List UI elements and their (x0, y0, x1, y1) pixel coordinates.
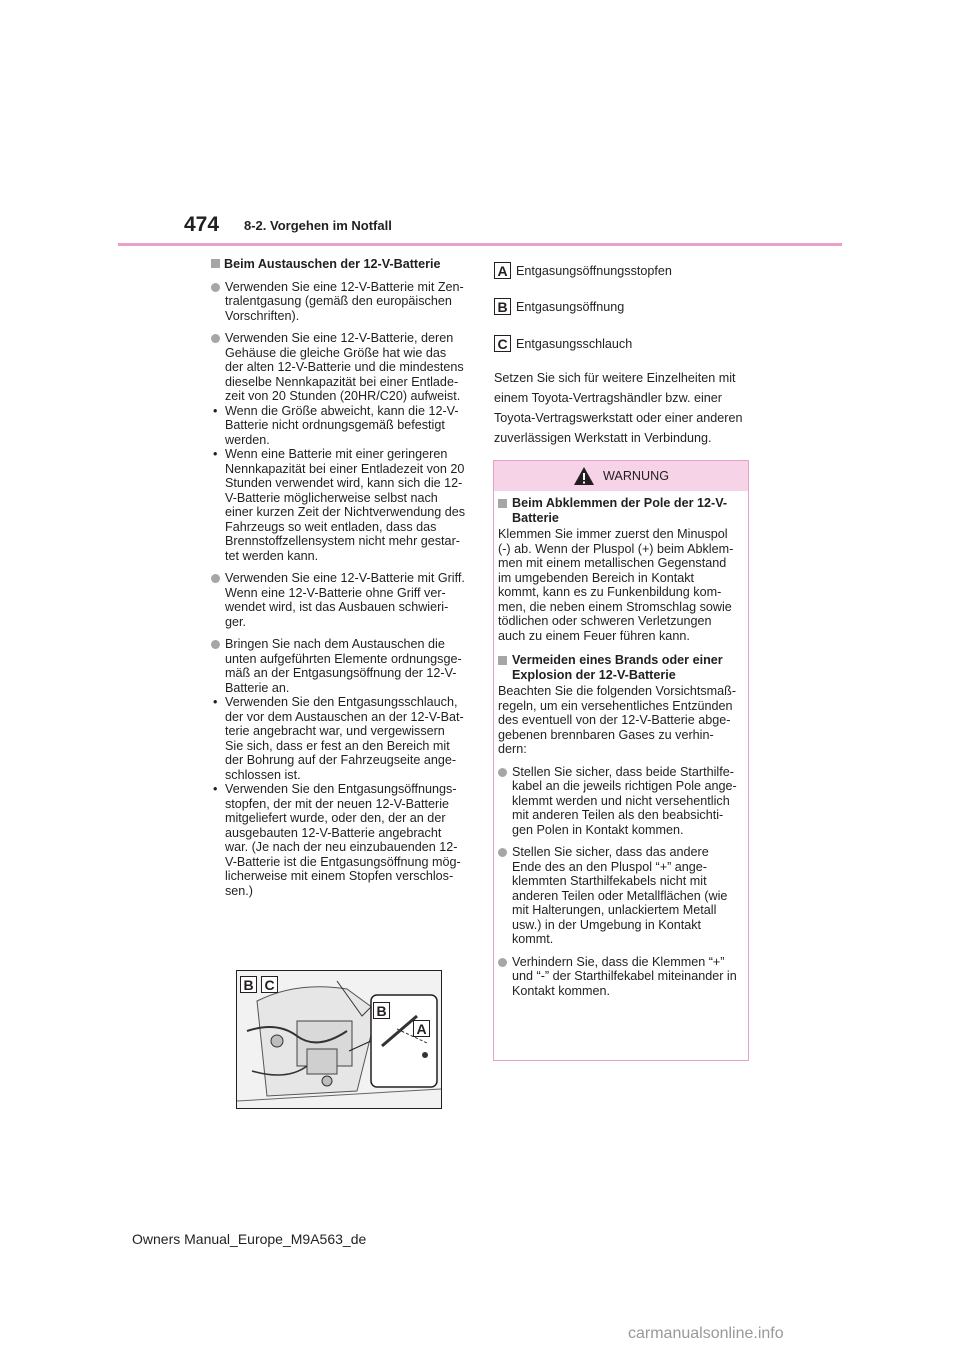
sub-item: • Verwenden Sie den Entgasungsöffnungs- stopfen, der mit der neuen 12-V-Batterie mitgeliefert wurde, oder den, der an der ausgebauten 12-V-Batterie angebracht war. (Je nach der neu einzubauenden 12- V-Batterie ist die Entgasungsöffnung mög- licherweise mit einem Stopfen verschlos- sen.) (211, 782, 473, 898)
sub-item: • Wenn eine Batterie mit einer geringeren Nennkapazität bei einer Entladezeit von 20 Stunden verwendet wird, kann sich die 12- V-Batterie möglicherweise selbst nach einer kurzen Zeit der Nichtverwendung des Fahrzeugs so weit entladen, dass das Brennstoffzellensystem nicht mehr gestar- tet werden kann. (211, 447, 473, 563)
text-line: kabel an die jeweils richtigen Pole ange- (512, 779, 737, 793)
dot-bullet-icon (211, 640, 220, 649)
text-line: Verhindern Sie, dass die Klemmen “+” (512, 954, 725, 969)
left-heading: Beim Austauschen der 12-V-Batterie (211, 257, 473, 272)
text-line: ger. (225, 614, 247, 629)
text-line: (-) ab. Wenn der Pluspol (+) beim Abklem- (498, 541, 734, 556)
bullet-item (211, 637, 473, 898)
text-line: Kontakt kommen. (512, 983, 610, 998)
text-line: Wenn eine 12-V-Batterie ohne Griff ver- (225, 585, 446, 600)
text-line: men mit einem metallischen Gegenstand (498, 556, 727, 570)
text-line: Ende des an den Pluspol “+” ange- (512, 859, 707, 874)
text-line: dieselbe Nennkapazität bei einer Entlade- (225, 374, 459, 389)
text-line: im umgebenden Bereich in Kontakt (498, 570, 695, 585)
square-bullet-icon (498, 656, 507, 665)
dot-bullet-icon (498, 768, 507, 777)
text-line: stopfen, der mit der neuen 12-V-Batterie (225, 796, 450, 811)
text-line: Wenn eine Batterie mit einer geringeren (225, 447, 448, 461)
text-line: zeit von 20 Stunden (20HR/C20) aufweist. (225, 389, 461, 403)
text-line: des eventuell von der 12-V-Batterie abge- (498, 713, 731, 727)
text-line: einer kurzen Zeit der Nichtverwendung des (225, 505, 466, 519)
bullet-item (211, 280, 473, 324)
text-line: regeln, um ein versehentliches Entzünden (498, 698, 733, 713)
text-line: men, die neben einem Stromschlag sowie (498, 599, 732, 614)
legend-item-b: B Entgasungsöffnung (494, 298, 624, 315)
square-bullet-icon (498, 499, 507, 508)
text-line: Verwenden Sie eine 12-V-Batterie, deren (225, 331, 454, 345)
text-line: anderen Teilen oder Metallflächen (wie (512, 888, 728, 903)
text-line: klemmten Starthilfekabels nicht mit (512, 874, 707, 888)
section-title: 8-2. Vorgehen im Notfall (244, 218, 392, 233)
bullet-item (211, 331, 473, 563)
dot-bullet-icon (498, 848, 507, 857)
text-line: werden. (225, 432, 270, 447)
text-line: Beachten Sie die folgenden Vorsichtsmaß- (498, 684, 737, 698)
text-line: Stunden verwendet wird, kann sich die 12- (225, 476, 463, 490)
dot-bullet-icon (211, 574, 220, 583)
text-line: mitgeliefert wurde, oder den, der an der (225, 811, 446, 825)
warning-paragraph (498, 527, 744, 643)
legend-item-c: C Entgasungsschlauch (494, 335, 632, 352)
label-c: C (261, 976, 278, 993)
dot-bullet-icon (211, 283, 220, 292)
text-line: dern: (498, 742, 527, 756)
text-line: Verwenden Sie eine 12-V-Batterie mit Griff. (225, 571, 465, 585)
dot-bullet-icon (211, 334, 220, 343)
legend-item-a: A Entgasungsöffnungsstopfen (494, 262, 672, 279)
warning-title: WARNUNG (603, 469, 669, 483)
warning-paragraph (498, 684, 744, 757)
text-line: Batterie (512, 510, 559, 525)
text-line: mit Halterungen, unlackiertem Metall (512, 903, 717, 917)
text-line: Klemmen Sie immer zuerst den Minuspol (498, 527, 728, 541)
text-line: auch zu einem Feuer führen kann. (498, 628, 690, 643)
text-line: Batterie nicht ordnungsgemäß befestigt (225, 418, 445, 432)
bullet-item (211, 571, 473, 629)
text-line: usw.) in der Umgebung in Kontakt (512, 917, 702, 932)
text-line: kommt. (512, 932, 554, 946)
warning-body (494, 491, 748, 998)
text-line: Sie sich, dass er fest an den Bereich mit (225, 738, 450, 753)
text-line: sen.) (225, 883, 253, 898)
warning-header (494, 461, 748, 491)
warning-bullet (498, 845, 744, 947)
text-line: Vorschriften). (225, 308, 300, 323)
text-line: terie angebracht war, und vergewissern (225, 724, 445, 738)
text-line: Fahrzeugs so weit entladen, dass das (225, 519, 437, 534)
warning-bullet (498, 765, 744, 838)
text-line: Nennkapazität bei einer Entladezeit von 20 (225, 461, 465, 476)
text-line: Vermeiden eines Brands oder einer (512, 653, 723, 667)
left-column (211, 257, 473, 898)
warning-triangle-icon (573, 466, 595, 486)
text-line: Wenn die Größe abweicht, kann die 12-V- (225, 403, 459, 418)
label-b: B (373, 1002, 390, 1019)
text-line: gen Polen in Kontakt kommen. (512, 822, 684, 837)
text-line: ausgebauten 12-V-Batterie angebracht (225, 825, 442, 840)
warning-heading (498, 653, 744, 682)
text-line: der alten 12-V-Batterie und die mindestens (225, 360, 464, 374)
text-line: klemmt werden und nicht versehentlich (512, 793, 730, 808)
text-line: Toyota-Vertragswerkstatt oder einer anderen (494, 411, 743, 425)
text-line: gebenen brennbaren Gases zu verhin- (498, 727, 714, 742)
text-line: wendet wird, ist das Ausbauen schwieri- (225, 600, 449, 614)
text-line: mäß an der Entgasungsöffnung der 12-V- (225, 666, 457, 680)
text-line: Verwenden Sie den Entgasungsöffnungs- (225, 782, 457, 796)
text-line: der Bohrung auf der Fahrzeugseite ange- (225, 753, 457, 767)
text-line: Batterie an. (225, 680, 290, 695)
dealer-note (494, 368, 750, 448)
text-line: mit anderen Teilen als den beabsichti- (512, 808, 724, 822)
text-line: Stellen Sie sicher, dass beide Starthilfe- (512, 764, 734, 779)
text-line: unten aufgeführten Elemente ordnungsge- (225, 651, 462, 666)
label-a: A (413, 1020, 430, 1037)
watermark: carmanualsonline.info (628, 1325, 784, 1342)
text-line: war. (Je nach der neu einzubauenden 12- (225, 840, 458, 854)
sub-item: • Verwenden Sie den Entgasungsschlauch, der vor dem Austauschen an der 12-V-Bat- terie angebracht war, und vergewissern Sie sich, dass er fest an den Bereich mit der Bohrung auf der Fahrzeugseite ange- schlossen ist. (211, 695, 473, 782)
footer-text: Owners Manual_Europe_M9A563_de (132, 1231, 367, 1247)
battery-illustration (236, 970, 442, 1109)
text-line: der vor dem Austauschen an der 12-V-Bat- (225, 709, 464, 724)
text-line: licherweise mit einem Stopfen verschlos- (225, 869, 454, 883)
text-line: kommt, kann es zu Funkenbildung kom- (498, 585, 722, 599)
square-bullet-icon (211, 259, 220, 268)
text-line: Setzen Sie sich für weitere Einzelheiten mit (494, 371, 736, 385)
text-line: V-Batterie möglicherweise selbst nach (225, 490, 438, 505)
text-line: Bringen Sie nach dem Austauschen die (225, 637, 445, 651)
text-line: zuverlässigen Werkstatt in Verbindung. (494, 431, 712, 445)
page-number: 474 (184, 213, 220, 236)
label-b: B (240, 976, 257, 993)
header-rule (118, 243, 842, 246)
text-line: und “-” der Starthilfekabel miteinander in (512, 969, 737, 983)
text-line: Verwenden Sie den Entgasungsschlauch, (225, 695, 458, 709)
text-line: tödlichen oder schweren Verletzungen (498, 614, 712, 628)
text-line: Stellen Sie sicher, dass das andere (512, 845, 709, 859)
warning-box (493, 460, 749, 1061)
text-line: schlossen ist. (225, 767, 301, 782)
warning-bullet (498, 955, 744, 999)
text-line: tet werden kann. (225, 548, 319, 563)
dot-bullet-icon (498, 958, 507, 967)
text-line: einem Toyota-Vertragshändler bzw. einer (494, 391, 722, 405)
warning-heading (498, 496, 744, 525)
text-line: Brennstoffzellensystem nicht mehr gestar- (225, 534, 460, 548)
text-line: Verwenden Sie eine 12-V-Batterie mit Zen- (225, 279, 464, 294)
text-line: Beim Abklemmen der Pole der 12-V- (512, 496, 728, 510)
text-line: Explosion der 12-V-Batterie (512, 667, 676, 682)
sub-item: • Wenn die Größe abweicht, kann die 12-V- Batterie nicht ordnungsgemäß befestigt werden. (211, 404, 473, 448)
text-line: Gehäuse die gleiche Größe hat wie das (225, 345, 447, 360)
text-line: tralentgasung (gemäß den europäischen (225, 294, 452, 308)
text-line: V-Batterie ist die Entgasungsöffnung mög- (225, 854, 461, 869)
